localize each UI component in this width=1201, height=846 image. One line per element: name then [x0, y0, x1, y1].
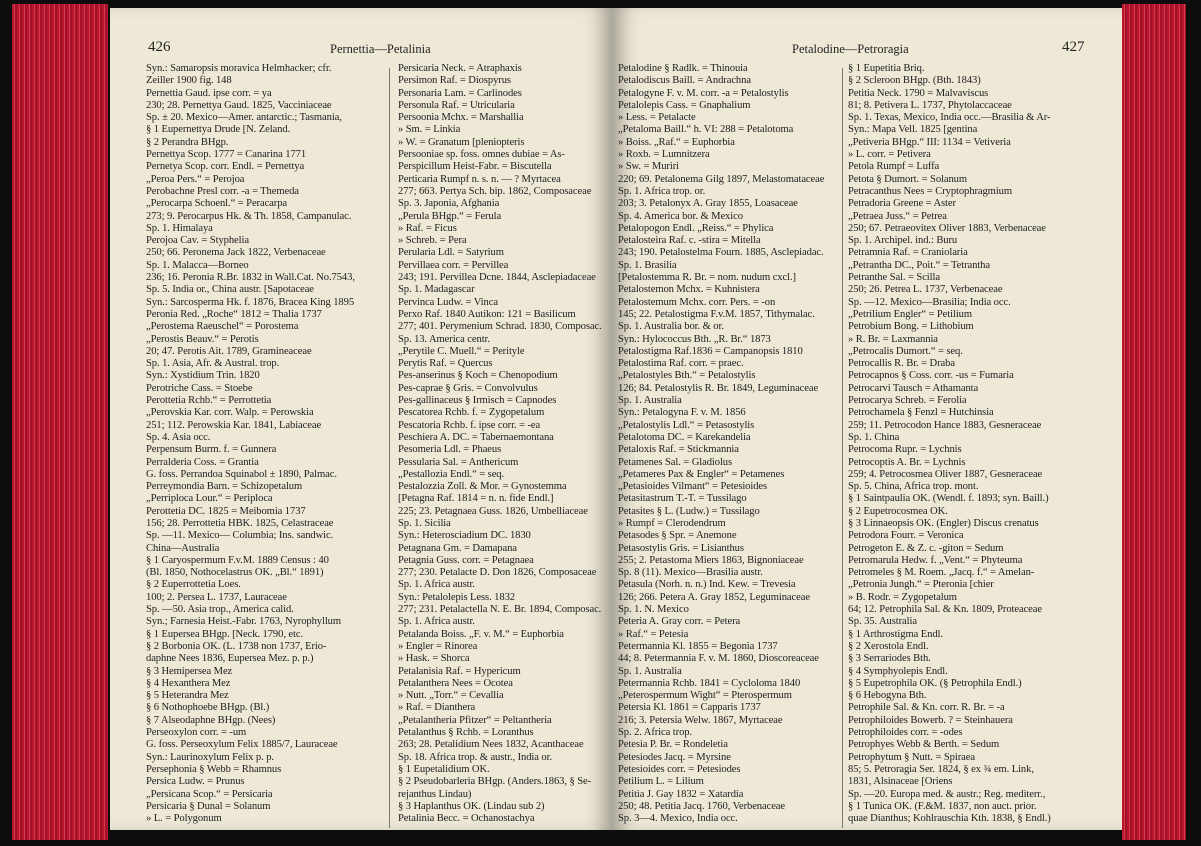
- entry-line: Petrophile Sal. & Kn. corr. R. Br. = -a: [848, 702, 1005, 714]
- entry-line: Perottetia DC. 1825 = Meibomia 1737: [146, 505, 306, 517]
- entry-line: „Petalantheria Pfitzer“ = Peltantheria: [398, 714, 552, 726]
- entry-line: Pernettia Gaud. ipse corr. = ya: [146, 87, 272, 99]
- entry-line: Sp. 13. America centr.: [398, 333, 490, 345]
- entry-line: Syn.: Mapa Vell. 1825 [gentina: [848, 124, 978, 136]
- left-page: [110, 8, 612, 830]
- entry-line: Petalostigma Raf.1836 = Campanopsis 1810: [618, 345, 803, 357]
- entry-line: Persoonia Mchx. = Marshallia: [398, 112, 524, 124]
- entry-line: 20; 47. Perotis Ait. 1789, Gramineaceae: [146, 345, 312, 357]
- entry-line: 64; 12. Petrophila Sal. & Kn. 1809, Proteaceae: [848, 604, 1042, 616]
- entry-line: Persooniae sp. foss. omnes dubiae = As-: [398, 149, 565, 161]
- entry-line: „Perostis Beauv.“ = Perotis: [146, 333, 259, 345]
- entry-line: Petesia P. Br. = Rondeletia: [618, 739, 728, 751]
- entry-line: „Perovskia Kar. corr. Walp. = Perowskia: [146, 407, 314, 419]
- entry-line: § 3 Hemipersea Mez: [146, 665, 233, 677]
- right-column-2: [848, 63, 1088, 825]
- entry-line: § 1 Eupetalidium OK.: [398, 763, 490, 775]
- entry-line: Sp. 5. China, Africa trop. mont.: [848, 481, 979, 493]
- entry-line: Petrophiloides Bowerb. ? = Steinhauera: [848, 714, 1013, 726]
- entry-line: Petalopogon Endl. „Reiss.“ = Phylica: [618, 222, 774, 234]
- entry-line: § 1 Arthrostigma Endl.: [848, 628, 943, 640]
- entry-line: Petalostima Raf. corr. = praec.: [618, 358, 744, 370]
- entry-line: Pestalozzia Zoll. & Mor. = Gynostemma: [398, 481, 567, 493]
- entry-line: » Raf. = Dianthera: [398, 702, 476, 714]
- entry-line: Petalostemon Mchx. = Kuhnistera: [618, 284, 760, 296]
- entry-line: § 5 Eupetrophila OK. (§ Petrophila Endl.): [848, 677, 1022, 689]
- entry-line: Petromeles § M. Roem. „Jacq. f.“ = Amelan-: [848, 567, 1035, 579]
- right-column-1: [618, 63, 838, 825]
- entry-line: Petrophyes Webb & Berth. = Sedum: [848, 739, 1000, 751]
- entry-line: daphne Nees 1836, Eupersea Mez. p. p.): [146, 653, 314, 665]
- entry-line: China—Australia: [146, 542, 220, 554]
- entry-line: Sp. —50. Asia trop., America calid.: [146, 604, 294, 616]
- left-column-2: [398, 63, 612, 825]
- entry-line: Syn.: Laurinoxylum Felix p. p.: [146, 751, 274, 763]
- entry-line: Petromarula Hedw. f. „Vent.“ = Phyteuma: [848, 554, 1023, 566]
- entry-line: „Petrilium Engler“ = Petilium: [848, 308, 972, 320]
- entry-line: Pescatorea Rchb. f. = Zygopetalum: [398, 407, 545, 419]
- entry-line: Sp. —20. Europa med. & austr.; Reg. mediterr.,: [848, 788, 1046, 800]
- entry-line: Petrocoma Rupr. = Lychnis: [848, 444, 962, 456]
- entry-line: Syn.: Hylococcus Bth. „R. Br.“ 1873: [618, 333, 771, 345]
- entry-line: Petalodine § Radlk. = Thinouia: [618, 63, 748, 74]
- entry-line: 156; 28. Perrottetia HBK. 1825, Celastraceae: [146, 517, 334, 529]
- entry-line: » Engler = Rinorea: [398, 640, 478, 652]
- entry-line: Petesioides corr. = Petesiodes: [618, 763, 741, 775]
- entry-line: 277; 230. Petalacte D. Don 1826, Composaceae: [398, 567, 597, 579]
- right-running-head: Petalodine—Petroragia: [792, 42, 909, 56]
- left-column-1: [146, 63, 376, 825]
- entry-line: » Sm. = Linkia: [398, 124, 461, 136]
- entry-line: Perxo Raf. 1840 Autikon: 121 = Basilicum: [398, 308, 576, 320]
- right-page: [612, 8, 1122, 830]
- entry-line: Petalinia Becc. = Ochanostachya: [398, 813, 535, 825]
- entry-line: G. foss. Perrandoa Squinabol ± 1890, Palmac.: [146, 468, 337, 480]
- entry-line: Petalogyne F. v. M. corr. -a = Petalostylis: [618, 87, 789, 99]
- entry-line: Pes-anserinus § Koch = Chenopodium: [398, 370, 558, 382]
- entry-line: Sp. 8 (11). Mexico—Brasilia austr.: [618, 567, 763, 579]
- entry-line: „Persicana Scop.“ = Persicaria: [146, 788, 273, 800]
- entry-line: Pernettya Scop. 1777 = Canarina 1771: [146, 149, 307, 161]
- entry-line: » Sw. = Muriri: [618, 161, 679, 173]
- entry-line: § 2 Pseudobarleria BHgp. (Anders.1863, § Se-: [398, 776, 592, 788]
- entry-line: 236; 16. Peronia R.Br. 1832 in Wall.Cat. No.7543,: [146, 272, 355, 284]
- entry-line: Petalanthus § Rchb. = Loranthus: [398, 727, 534, 739]
- entry-line: Petalanthera Nees = Ocotea: [398, 677, 513, 689]
- entry-line: 250; 66. Peronema Jack 1822, Verbenaceae: [146, 247, 326, 259]
- entry-line: 259; 4. Petrocosmea Oliver 1887, Gesneraceae: [848, 468, 1043, 480]
- entry-line: § 4 Hexanthera Mez: [146, 677, 231, 689]
- entry-line: „Petraea Juss.“ = Petrea: [848, 210, 947, 222]
- entry-line: Sp. 18. Africa trop. & austr., India or.: [398, 751, 553, 763]
- entry-line: 126; 266. Petera A. Gray 1852, Leguminaceae: [618, 591, 810, 603]
- entry-line: Pervillaea corr. = Pervillea: [398, 259, 509, 271]
- entry-line: Perpensum Burm. f. = Gunnera: [146, 444, 277, 456]
- entry-line: Petracanthus Nees = Cryptophragmium: [848, 185, 1012, 197]
- entry-line: 100; 2. Persea L. 1737, Lauraceae: [146, 591, 287, 603]
- entry-line: Pes-gallinaceus § Irmisch = Capnodes: [398, 395, 557, 407]
- entry-line: 259; 11. Petrocodon Hance 1883, Gesneraceae: [848, 419, 1042, 431]
- entry-line: 1831, Alsinaceae [Oriens: [848, 776, 953, 788]
- entry-line: Sp. 5. India or., China austr. [Sapotaceae: [146, 284, 314, 296]
- entry-line: Petrocarya Schreb. = Ferolia: [848, 395, 967, 407]
- entry-line: Sp. 3—4. Mexico, India occ.: [618, 813, 738, 825]
- entry-line: § 6 Nothophoebe BHgp. (Bl.): [146, 702, 270, 714]
- left-page-number: 426: [148, 39, 171, 55]
- entry-line: Peronia Red. „Roche“ 1812 = Thalia 1737: [146, 308, 322, 320]
- entry-line: Petrogeton E. & Z. c. -giton = Sedum: [848, 542, 1004, 554]
- entry-line: Petalosteira Raf. c. -stira = Mitella: [618, 235, 761, 247]
- entry-line: „Peroa Pers.“ = Perojoa: [146, 173, 245, 185]
- entry-line: Petalostemum Mchx. corr. Pers. = -on: [618, 296, 776, 308]
- entry-line: Petagnana Gm. = Damapana: [398, 542, 517, 554]
- entry-line: Perseoxylon corr. = -um: [146, 727, 247, 739]
- entry-line: Peschiera A. DC. = Tabernaemontana: [398, 431, 554, 443]
- entry-line: Sp. 1. Africa austr.: [398, 616, 475, 628]
- entry-line: » Less. = Petalacte: [618, 112, 696, 124]
- entry-line: § 3 Haplanthus OK. (Lindau sub 2): [398, 800, 545, 812]
- entry-line: Petamenes Sal. = Gladiolus: [618, 456, 733, 468]
- entry-line: Sp. —11. Mexico— Columbia; Ins. sandwic.: [146, 530, 334, 542]
- entry-line: Petermannia Rchb. 1841 = Cycloloma 1840: [618, 677, 801, 689]
- entry-line: § 1 Eupernettya Drude [N. Zeland.: [146, 124, 291, 136]
- entry-line: Persica Ludw. = Prunus: [146, 776, 245, 788]
- entry-line: Petrocapnos § Coss. corr. -us = Fumaria: [848, 370, 1014, 382]
- entry-line: Petrocoptis A. Br. = Lychnis: [848, 456, 966, 468]
- entry-line: Sp. 35. Australia: [848, 616, 917, 628]
- entry-line: Petalodiscus Baill. = Andrachna: [618, 75, 751, 87]
- entry-line: § 1 Tunica OK. (F.&M. 1837, non auct. prior.: [848, 800, 1037, 812]
- entry-line: (Bl. 1850, Nothocelastrus OK. „Bl.“ 1891): [146, 567, 324, 579]
- entry-line: Perreymondia Barn. = Schizopetalum: [146, 481, 303, 493]
- entry-line: § 1 Saintpaulia OK. (Wendl. f. 1893; syn. Baill.): [848, 493, 1049, 505]
- entry-line: 277; 401. Perymenium Schrad. 1830, Composac.: [398, 321, 602, 333]
- entry-line: 263; 28. Petalidium Nees 1832, Acanthaceae: [398, 739, 584, 751]
- entry-line: Sp. 1. Africa austr.: [398, 579, 475, 591]
- entry-line: Persicaria § Dunal = Solanum: [146, 800, 271, 812]
- entry-line: „Petrantha DC., Poit.“ = Tetrantha: [848, 259, 990, 271]
- entry-line: 277; 663. Pertya Sch. bip. 1862, Composaceae: [398, 185, 592, 197]
- entry-line: „Petrocalis Dumort.“ = seq.: [848, 345, 963, 357]
- entry-line: Sp. 1. Sicilia: [398, 517, 451, 529]
- entry-line: Petaloxis Raf. = Stickmannia: [618, 444, 739, 456]
- entry-line: „Petameres Pax & Engler“ = Petamenes: [618, 468, 785, 480]
- entry-line: Perytis Raf. = Quercus: [398, 358, 493, 370]
- entry-line: » Roxb. = Lumnitzera: [618, 149, 710, 161]
- entry-line: 225; 23. Petagnaea Guss. 1826, Umbelliaceae: [398, 505, 588, 517]
- entry-line: Syn.: Sarcosperma Hk. f. 1876, Bracea King 1895: [146, 296, 355, 308]
- entry-line: Pervinca Ludw. = Vinca: [398, 296, 498, 308]
- entry-line: Petrocarvi Tausch = Athamanta: [848, 382, 979, 394]
- entry-line: Sp. —12. Mexico—Brasilia; India occ.: [848, 296, 1011, 308]
- entry-line: 251; 112. Perowskia Kar. 1841, Labiaceae: [146, 419, 322, 431]
- entry-line: 273; 9. Perocarpus Hk. & Th. 1858, Campanulac.: [146, 210, 352, 222]
- entry-line: Zeiller 1900 fig. 148: [146, 75, 232, 87]
- entry-line: Sp. ± 20. Mexico—Amer. antarctic.; Tasmania,: [146, 112, 342, 124]
- entry-line: „Petiveria BHgp.“ III: 1134 = Vetiveria: [848, 136, 1011, 148]
- entry-line: » L. corr. = Petivera: [848, 149, 931, 161]
- entry-line: Petitia Neck. 1790 = Malvaviscus: [848, 87, 989, 99]
- entry-line: Sp. 4. America bor. & Mexico: [618, 210, 743, 222]
- entry-line: quae Dianthus; Kohlrauschia Kth. 1838, § Endl.): [848, 813, 1051, 825]
- entry-line: 255; 2. Petastoma Miers 1863, Bignoniaceae: [618, 554, 804, 566]
- entry-line: Sp. 1. Brasilia: [618, 259, 677, 271]
- entry-line: » Raf. = Ficus: [398, 222, 457, 234]
- entry-line: „Perula BHgp.“ = Ferula: [398, 210, 502, 222]
- entry-line: Petrocallis R. Br. = Draba: [848, 358, 955, 370]
- entry-line: Petitia J. Gay 1832 = Xatardia: [618, 788, 744, 800]
- entry-line: 250; 48. Petitia Jacq. 1760, Verbenaceae: [618, 800, 786, 812]
- entry-line: » Nutt. „Torr.“ = Cevallia: [398, 690, 504, 702]
- entry-line: 230; 28. Pernettya Gaud. 1825, Vacciniaceae: [146, 99, 332, 111]
- entry-line: Petilium L. = Lilium: [618, 776, 704, 788]
- entry-line: Perularia Ldl. = Satyrium: [398, 247, 504, 259]
- entry-line: Petesiodes Jacq. = Myrsine: [618, 751, 731, 763]
- entry-line: [Petagna Raf. 1814 = n. n. fide Endl.]: [398, 493, 554, 505]
- entry-line: 243; 190. Petalostelma Fourn. 1885, Asclepiadac.: [618, 247, 824, 259]
- entry-line: Sp. 3. Japonia, Afghania: [398, 198, 500, 210]
- entry-line: § 5 Heterandra Mez: [146, 690, 229, 702]
- entry-line: Syn.: Xystidium Trin. 1820: [146, 370, 260, 382]
- entry-line: Petola Rumpf = Luffa: [848, 161, 940, 173]
- entry-line: » Raf.“ = Petesia: [618, 628, 689, 640]
- entry-line: „Petronia Jungh.“ = Pteronia [chier: [848, 579, 994, 591]
- entry-line: 216; 3. Petersia Welw. 1867, Myrtaceae: [618, 714, 783, 726]
- entry-line: Sp. 1. Madagascar: [398, 284, 475, 296]
- entry-line: Petrobium Bong. = Lithobium: [848, 321, 974, 333]
- entry-line: „Petalostyles Bth.“ = Petalostylis: [618, 370, 756, 382]
- entry-line: Perobachne Presl corr. -a = Themeda: [146, 185, 299, 197]
- entry-line: „Petalostylis Ldl.“ = Petasostylis: [618, 419, 755, 431]
- entry-line: Petalotoma DC. = Karekandelia: [618, 431, 751, 443]
- entry-line: Syn.: Samaropsis moravica Helmhacker; cfr.: [146, 63, 332, 74]
- entry-line: Sp. 1. Australia: [618, 395, 682, 407]
- entry-line: Perottetia Rchb.“ = Perrottetia: [146, 395, 272, 407]
- entry-line: § 2 Euperrottetia Loes.: [146, 579, 241, 591]
- entry-line: Petradoria Greene = Aster: [848, 198, 956, 210]
- entry-line: Petalanisia Raf. = Hypericum: [398, 665, 521, 677]
- entry-line: § 7 Alseodaphne BHgp. (Nees): [146, 714, 276, 726]
- entry-line: „Perriploca Lour.“ = Periploca: [146, 493, 273, 505]
- entry-line: § 4 Symphyolepis Endl.: [848, 665, 948, 677]
- entry-line: » R. Br. = Laxmannia: [848, 333, 938, 345]
- entry-line: Peteria A. Gray corr. = Petera: [618, 616, 741, 628]
- entry-line: Petalolepis Cass. = Gnaphalium: [618, 99, 751, 111]
- entry-line: Sp. 1. Malacca—Borneo: [146, 259, 249, 271]
- entry-line: 250; 26. Petrea L. 1737, Verbenaceae: [848, 284, 1003, 296]
- entry-line: § 2 Perandra BHgp.: [146, 136, 229, 148]
- entry-line: Sp. 1. Asia, Afr. & Austral. trop.: [146, 358, 280, 370]
- entry-line: Petasites § L. (Ludw.) = Tussilago: [618, 505, 760, 517]
- entry-line: Sp. 1. Australia: [618, 665, 682, 677]
- entry-line: Perticaria Rumpf n. s. n. — ? Myrtacea: [398, 173, 561, 185]
- entry-line: Petasostylis Gris. = Lisianthus: [618, 542, 744, 554]
- entry-line: § 2 Scleroon BHgp. (Bth. 1843): [848, 75, 981, 87]
- right-page-edges: [1122, 4, 1186, 840]
- entry-line: 81; 8. Petivera L. 1737, Phytolaccaceae: [848, 99, 1012, 111]
- entry-line: Syn.: Heterosciadium DC. 1830: [398, 530, 531, 542]
- entry-line: § 1 Caryospermum F.v.M. 1889 Census : 40: [146, 554, 329, 566]
- entry-line: Perotriche Cass. = Stoebe: [146, 382, 253, 394]
- entry-line: Personula Raf. = Utricularia: [398, 99, 515, 111]
- entry-line: Petranthe Sal. = Scilla: [848, 272, 940, 284]
- column-divider: [389, 68, 390, 828]
- entry-line: § 3 Serrariodes Bth.: [848, 653, 931, 665]
- entry-line: Syn.; Farnesia Heist.-Fabr. 1763, Nyrophyllum: [146, 616, 342, 628]
- entry-line: „Pestallozia Endl.“ = seq.: [398, 468, 505, 480]
- entry-line: Petrochamela § Fenzl = Hutchinsia: [848, 407, 994, 419]
- left-page-edges: [12, 4, 108, 840]
- entry-line: Petrodora Fourr. = Veronica: [848, 530, 964, 542]
- entry-line: Petagnia Guss. corr. = Petagnaea: [398, 554, 534, 566]
- entry-line: Persimon Raf. = Diospyrus: [398, 75, 511, 87]
- entry-line: Petermannia Kl. 1855 = Begonia 1737: [618, 640, 778, 652]
- entry-line: [Petalostemma R. Br. = nom. nudum cxcl.]: [618, 272, 796, 284]
- column-divider: [842, 68, 843, 828]
- entry-line: Petalanda Boiss. „F. v. M.“ = Euphorbia: [398, 628, 564, 640]
- entry-line: Petersia Kl. 1861 = Capparis 1737: [618, 702, 761, 714]
- entry-line: 250; 67. Petraeovitex Oliver 1883, Verbenaceae: [848, 222, 1046, 234]
- entry-line: „Perocarpa Schoenl.“ = Peracarpa: [146, 198, 288, 210]
- entry-line: Petrophiloides corr. = -odes: [848, 727, 963, 739]
- entry-line: Sp. 1. Himalaya: [146, 222, 213, 234]
- entry-line: Petota § Dumort. = Solanum: [848, 173, 968, 185]
- entry-line: Sp. 1. N. Mexico: [618, 604, 689, 616]
- entry-line: Sp. 1. Archipel. ind.: Buru: [848, 235, 958, 247]
- entry-line: 145; 22. Petalostigma F.v.M. 1857, Tithymalac.: [618, 308, 815, 320]
- entry-line: 44; 8. Petermannia F. v. M. 1860, Dioscoreaceae: [618, 653, 819, 665]
- entry-line: Pessularia Sal. = Anthericum: [398, 456, 519, 468]
- entry-line: » L. = Polygonum: [146, 813, 222, 825]
- entry-line: Petramnia Raf. = Craniolaria: [848, 247, 968, 259]
- entry-line: 203; 3. Petalonyx A. Gray 1855, Loasaceae: [618, 198, 798, 210]
- entry-line: 85; 5. Petroragia Ser. 1824, § ex ¾ em. Link,: [848, 763, 1034, 775]
- entry-line: Pescatoria Rchb. f. ipse corr. = -ea: [398, 419, 541, 431]
- entry-line: Persephonia § Webb = Rhamnus: [146, 763, 282, 775]
- left-running-head: Pernettia—Petalinia: [330, 42, 431, 56]
- entry-line: Persicaria Neck. = Atraphaxis: [398, 63, 522, 74]
- entry-line: „Petaloma Baill.“ h. VI: 288 = Petalotoma: [618, 124, 794, 136]
- entry-line: Pernetya Scop. corr. Endl. = Pernettya: [146, 161, 305, 173]
- entry-line: Pes-caprae § Gris. = Convolvulus: [398, 382, 538, 394]
- entry-line: Syn.: Petalogyna F. v. M. 1856: [618, 407, 746, 419]
- entry-line: Perralderia Coss. = Grantia: [146, 456, 259, 468]
- entry-line: 126; 84. Petalostylis R. Br. 1849, Leguminaceae: [618, 382, 819, 394]
- entry-line: § 1 Eupetitia Briq.: [848, 63, 925, 74]
- entry-line: § 3 Linnaeopsis OK. (Engler) Discus crenatus: [848, 517, 1039, 529]
- entry-line: rejanthus Lindau): [398, 788, 472, 800]
- entry-line: Petrophytum § Nutt. = Spiraea: [848, 751, 975, 763]
- right-page-number: 427: [1062, 39, 1085, 55]
- entry-line: Sp. 4. Asia occ.: [146, 431, 211, 443]
- entry-line: » Boiss. „Raf.“ = Euphorbia: [618, 136, 735, 148]
- entry-line: Sp. 1. Australia bor. & or.: [618, 321, 724, 333]
- entry-line: § 2 Xerostola Endl.: [848, 640, 929, 652]
- entry-line: Perspicillum Heist-Fabr. = Biscutella: [398, 161, 552, 173]
- entry-line: Petasodes § Spr. = Anemone: [618, 530, 737, 542]
- entry-line: » Rumpf = Clerodendrum: [618, 517, 726, 529]
- entry-line: „Perostema Raeuschel“ = Porostema: [146, 321, 299, 333]
- entry-line: Personaria Lam. = Carlinodes: [398, 87, 522, 99]
- entry-line: Perojoa Cav. = Styphelia: [146, 235, 249, 247]
- entry-line: Petasula (Norh. n. n.) Ind. Kew. = Trevesia: [618, 579, 796, 591]
- entry-line: » Schreb. = Pera: [398, 235, 467, 247]
- entry-line: » Hask. = Shorca: [398, 653, 470, 665]
- entry-line: Sp. 2. Africa trop.: [618, 727, 693, 739]
- entry-line: § 2 Borbonia OK. (L. 1738 non 1737, Erio-: [146, 640, 327, 652]
- entry-line: 277; 231. Petalactella N. E. Br. 1894, Composac.: [398, 604, 602, 616]
- entry-line: Sp. 1. Texas, Mexico, India occ.—Brasilia & Ar-: [848, 112, 1051, 124]
- entry-line: G. foss. Perseoxylum Felix 1885/7, Lauraceae: [146, 739, 338, 751]
- entry-line: Syn.: Petalolepis Less. 1832: [398, 591, 515, 603]
- entry-line: » B. Rodr. = Zygopetalum: [848, 591, 957, 603]
- entry-line: „Petasioides Vilmant“ = Petesioides: [618, 481, 768, 493]
- entry-line: Sp. 1. China: [848, 431, 900, 443]
- entry-line: „Perytile C. Muell.“ = Perityle: [398, 345, 525, 357]
- entry-line: § 2 Eupetrocosmea OK.: [848, 505, 948, 517]
- entry-line: Sp. 1. Africa trop. or.: [618, 185, 706, 197]
- entry-line: Pesomeria Ldl. = Phaeus: [398, 444, 502, 456]
- entry-line: 243; 191. Pervillea Dcne. 1844, Asclepiadaceae: [398, 272, 596, 284]
- entry-line: § 6 Hebogyna Bth.: [848, 690, 927, 702]
- entry-line: 220; 69. Petalonema Gilg 1897, Melastomataceae: [618, 173, 825, 185]
- entry-line: § 1 Eupersea BHgp. [Neck. 1790, etc.: [146, 628, 304, 640]
- entry-line: Petasitastrum T.-T. = Tussilago: [618, 493, 747, 505]
- entry-line: » W. = Granatum [pleniopteris: [398, 136, 525, 148]
- entry-line: „Peterospermum Wight“ = Pterospermum: [618, 690, 792, 702]
